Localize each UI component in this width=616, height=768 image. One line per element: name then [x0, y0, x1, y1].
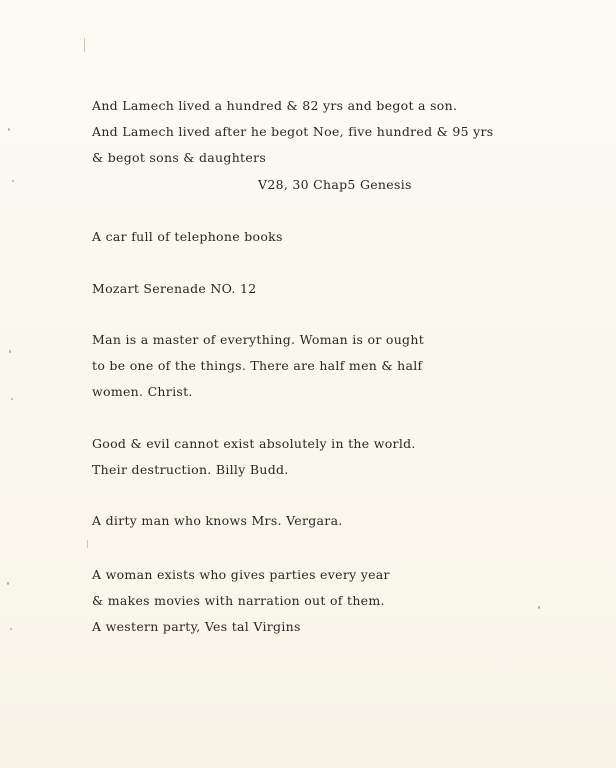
genesis-line-3: & begot sons & daughters	[92, 150, 267, 165]
paper-speck	[11, 398, 13, 400]
paper-speck	[10, 628, 12, 630]
paper-speck	[12, 180, 14, 182]
woman-parties-line-2: & makes movies with narration out of them.	[92, 593, 385, 608]
telephone-books-line: A car full of telephone books	[92, 229, 283, 244]
master-line-1: Man is a master of everything. Woman is or ought	[92, 332, 425, 347]
mozart-line: Mozart Serenade NO. 12	[92, 281, 257, 296]
genesis-citation: V28, 30 Chap5 Genesis	[258, 177, 412, 192]
good-evil-line-2: Their destruction. Billy Budd.	[92, 462, 289, 477]
dirty-man-line: A dirty man who knows Mrs. Vergara.	[92, 513, 343, 528]
paper-speck	[538, 606, 540, 609]
master-line-2: to be one of the things. There are half men & half	[92, 358, 423, 373]
paper-speck	[9, 350, 11, 353]
paper-speck	[7, 582, 9, 585]
genesis-line-2: And Lamech lived after he begot Noe, five hundred & 95 yrs	[92, 124, 494, 139]
margin-mark	[87, 540, 88, 548]
paper-speck	[8, 128, 10, 131]
genesis-line-1: And Lamech lived a hundred & 82 yrs and begot a son.	[92, 98, 458, 113]
master-line-3: women. Christ.	[92, 384, 193, 399]
woman-parties-line-3: A western party, Ves tal Virgins	[92, 619, 301, 634]
margin-mark	[84, 38, 85, 52]
woman-parties-line-1: A woman exists who gives parties every year	[92, 567, 390, 582]
good-evil-line-1: Good & evil cannot exist absolutely in the world.	[92, 436, 416, 451]
